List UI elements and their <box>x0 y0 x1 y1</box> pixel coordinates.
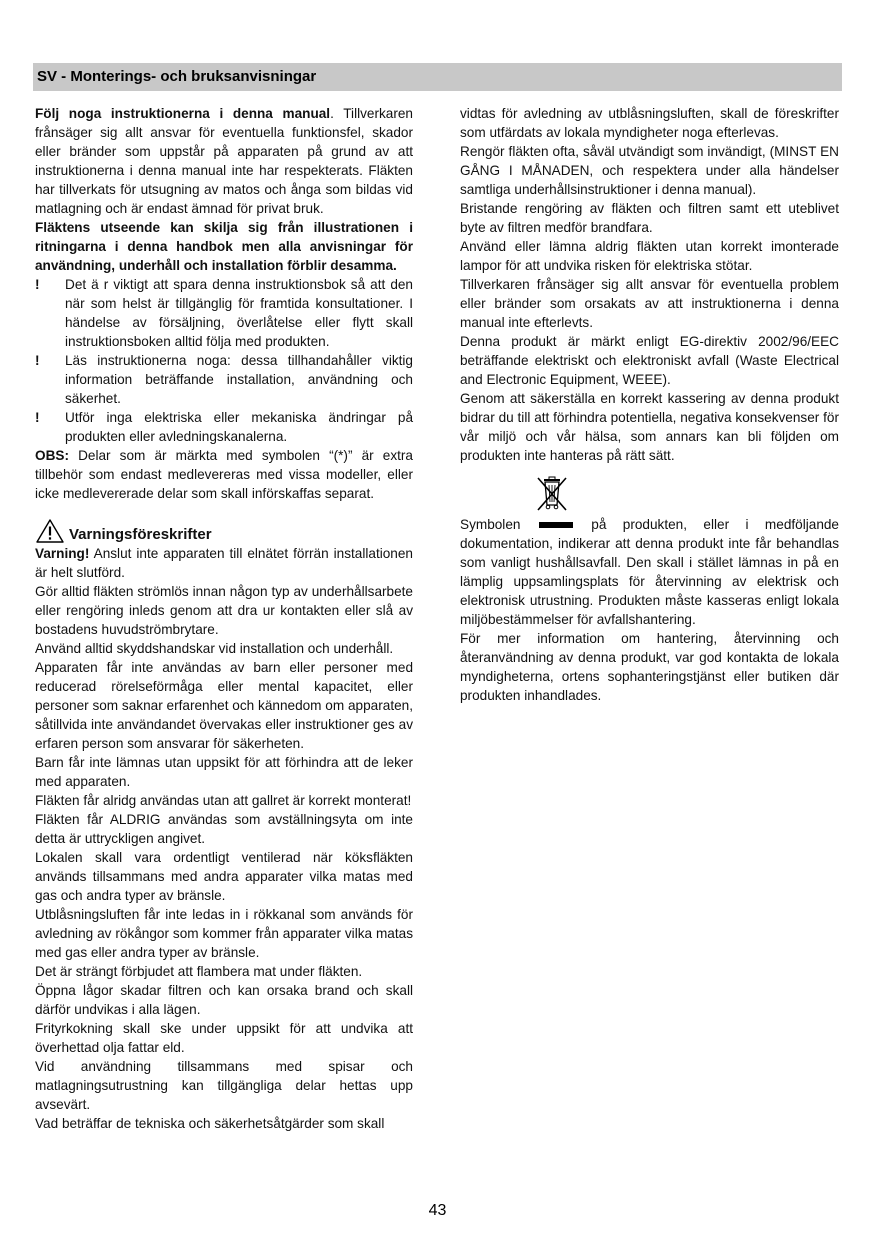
weee-symbol-row <box>460 475 839 515</box>
body-paragraph: Tillverkaren frånsäger sig allt ansvar för eventuella problem eller bränder som orsakats av att instruktionerna i denna manual inte efterlevts. <box>460 277 839 330</box>
safety-paragraph: Öppna lågor skadar filtren och kan orsaka brand och skall därför undvikas i alla lägen. <box>35 983 413 1017</box>
right-column <box>460 104 839 705</box>
safety-paragraph: Fläkten får ALDRIG användas som avställningsyta om inte detta är uttryckligen angivet. <box>35 812 413 846</box>
intro-paragraph <box>35 104 413 218</box>
crossed-out-bin-icon <box>535 475 569 515</box>
body-paragraph: vidtas för avledning av utblåsningsluften, skall de föreskrifter som utfärdats av lokala myndigheter noga efterlevas. <box>460 106 839 140</box>
exclamation-icon: ! <box>35 410 40 425</box>
safety-paragraph: Utblåsningsluften får inte ledas in i rökkanal som används för avledning av rökångor som kommer från apparater vilka matas med gas eller andra typer av bränsle. <box>35 907 413 960</box>
bullet-text: Utför inga elektriska eller mekaniska ändringar på produkten eller avledningskanalerna. <box>65 410 413 444</box>
safety-paragraph: Vid användning tillsammans med spisar och matlagningsutrustning kan tillgängliga delar hettas upp avsevärt. <box>35 1059 413 1112</box>
bullet-item <box>35 275 413 351</box>
safety-paragraph: Lokalen skall vara ordentligt ventilerad när köksfläkten används tillsammans med andra apparater vilka matas med gas och andra typer av bränsle. <box>35 850 413 903</box>
page-number: 43 <box>428 1202 447 1219</box>
safety-paragraph: Det är strängt förbjudet att flambera mat under fläkten. <box>35 964 363 979</box>
body-paragraph: Denna produkt är märkt enligt EG-direktiv 2002/96/EEC beträffande elektriskt och elektroniskt avfall (Waste Electrical and Electronic Equipment, WEEE). <box>460 334 839 387</box>
left-column <box>35 104 413 1133</box>
body-paragraph: För mer information om hantering, återvinning och återanvändning av denna produkt, var god kontakta de lokala myndigheterna, ortens sophanteringstjänst eller butiken där produkten inhandlades. <box>460 631 839 703</box>
bullet-item <box>35 351 413 408</box>
body-paragraph: Bristande rengöring av fläkten och filtren samt ett uteblivet byte av filtren medför brandfara. <box>460 201 839 235</box>
obs-label: OBS: <box>35 448 69 463</box>
warning-triangle-icon <box>35 518 65 544</box>
warning-paragraph: Varning! Anslut inte apparaten till elnätet förrän installationen är helt slutförd. <box>35 546 413 580</box>
safety-paragraph: Fläkten får alridg användas utan att gallret är korrekt monterat! <box>35 793 412 808</box>
body-paragraph: Använd eller lämna aldrig fläkten utan korrekt imonterade lampor för att undvika risken för elektriska stötar. <box>460 239 839 273</box>
section-header: SV - Monterings- och bruksanvisningar <box>33 63 842 91</box>
bullet-text: Läs instruktionerna noga: dessa tillhandahåller viktig information beträffande installation, användning och säkerhet. <box>65 353 413 406</box>
exclamation-icon: ! <box>35 353 40 368</box>
warning-title: Varningsföreskrifter <box>69 526 212 543</box>
black-bar-symbol-icon <box>539 522 573 528</box>
varning-label: Varning! <box>35 546 90 561</box>
warning-heading <box>35 516 413 544</box>
safety-paragraph: Apparaten får inte användas av barn eller personer med reducerad rörelseförmåga eller mental kapacitet, eller personer som saknar erfarenhet och kännedom om apparaten, såtillvida inte användandet övervakas eller instruktioner ges av erfaren person som ansvarar för säkerheten. <box>35 660 413 751</box>
appearance-notice: Fläktens utseende kan skilja sig från illustrationen i ritningarna i denna handbok men alla anvisningar för användning, underhåll och installation förblir desamma. <box>35 220 413 273</box>
safety-paragraph: Frityrkokning skall ske under uppsikt för att undvika att överhettad olja fattar eld. <box>35 1021 413 1055</box>
bullet-item <box>35 408 413 446</box>
body-paragraph: Rengör fläkten ofta, såväl utvändigt som invändigt, (MINST EN GÅNG I MÅNADEN, och respektera under alla händelser samtliga underhållsinstruktioner i denna manual). <box>460 144 839 197</box>
safety-paragraph: Använd alltid skyddshandskar vid installation och underhåll. <box>35 641 394 656</box>
intro-bold-text: Följ noga instruktionerna i denna manual <box>35 106 331 121</box>
obs-note: OBS: Delar som är märkta med symbolen “(*)” är extra tillbehör som endast medlevereras med vissa modeller, eller icke medlevererade delar som skall införskaffas separat. <box>35 448 413 501</box>
intro-text: . Tillverkaren frånsäger sig allt ansvar för eventuella funktionsfel, skador eller bränder som uppstår på apparaten på grund av att instruktionerna i denna manual inte har respekterats. Fläkten har tillverkats för utsugning av matos och ånga som bildas vid matlagning och är endast ämnad för privat bruk. <box>35 106 413 216</box>
weee-paragraph: Symbolen på produkten, eller i medföljande dokumentation, indikerar att denna produkt inte får behandlas som vanligt hushållsavfall. Den skall i stället lämnas in på en lämplig uppsamlingsplats för återvinning av elektrisk och elektronisk utrustning. Produkten måste kasseras enligt lokala miljöbestämmelser för avfallshantering. <box>460 517 839 627</box>
safety-paragraph: Barn får inte lämnas utan uppsikt för att förhindra att de leker med apparaten. <box>35 755 413 789</box>
bullet-text: Det ä r viktigt att spara denna instruktionsbok så att den när som helst är tillgänglig för framtida konsultationer. I händelse av försäljning, överlåtelse eller flytt skall instruktionsboken alltid följa med produkten. <box>65 277 413 349</box>
body-paragraph: Genom att säkerställa en korrekt kassering av denna produkt bidrar du till att förhindra potentiella, negativa konsekvenser för vår miljö och vår hälsa, som annars kan bli följden om produkten inte hanteras på rätt sätt. <box>460 391 839 463</box>
safety-paragraph: Gör alltid fläkten strömlös innan någon typ av underhållsarbete eller rengöring inleds genom att dra ur kontakten eller slå av bostadens huvudströmbrytare. <box>35 584 413 637</box>
exclamation-icon: ! <box>35 277 40 292</box>
safety-paragraph: Vad beträffar de tekniska och säkerhetsåtgärder som skall <box>35 1116 385 1131</box>
